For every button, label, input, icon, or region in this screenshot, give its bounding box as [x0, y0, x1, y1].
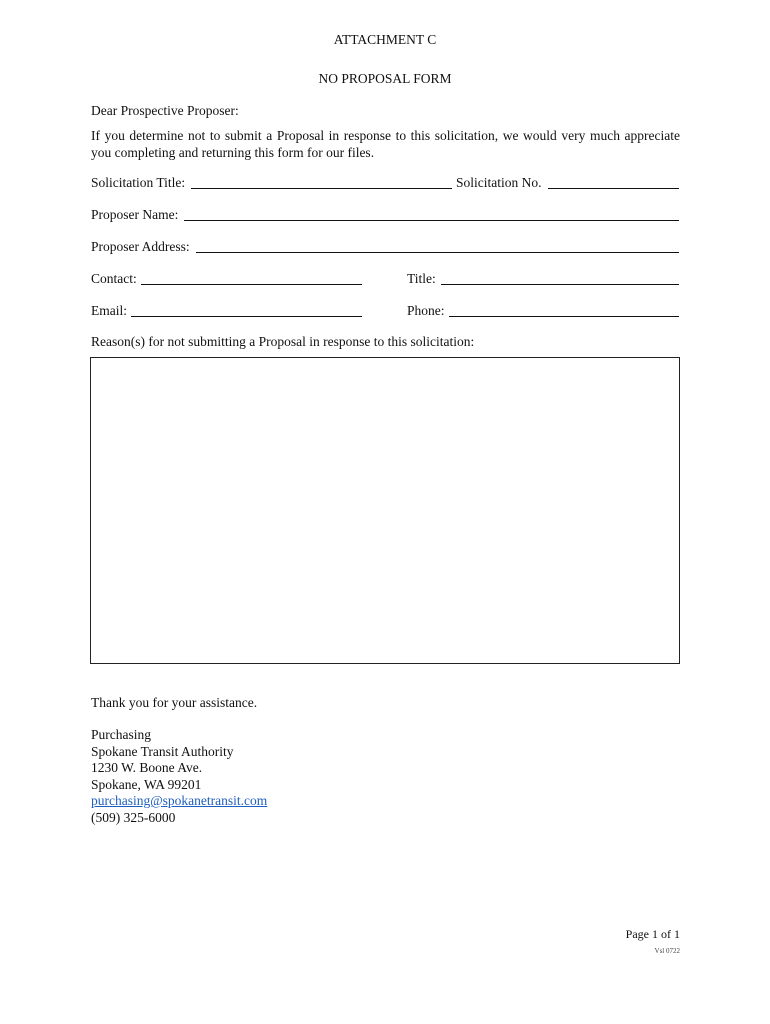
title-label: Title:: [407, 271, 436, 286]
form-title: NO PROPOSAL FORM: [318, 71, 452, 86]
attachment-heading: ATTACHMENT C: [333, 32, 437, 47]
proposer-address-label: Proposer Address:: [91, 239, 190, 254]
phone-field[interactable]: [449, 316, 679, 317]
email-field[interactable]: [131, 316, 362, 317]
title-field[interactable]: [441, 284, 679, 285]
email-label: Email:: [91, 303, 127, 318]
signature-phone: (509) 325-6000: [91, 809, 176, 825]
signature-org: Spokane Transit Authority: [91, 743, 234, 759]
solicitation-no-label: Solicitation No.: [456, 175, 542, 190]
phone-label: Phone:: [407, 303, 445, 318]
solicitation-no-field[interactable]: [548, 188, 679, 189]
reasons-label: Reason(s) for not submitting a Proposal in response to this solicitation:: [91, 334, 475, 349]
signature-street: 1230 W. Boone Ave.: [91, 760, 203, 775]
proposer-name-label: Proposer Name:: [91, 207, 179, 222]
proposer-name-field[interactable]: [184, 220, 679, 221]
solicitation-title-label: Solicitation Title:: [91, 175, 186, 190]
intro-paragraph: If you determine not to submit a Proposal in response to this solicitation, we would very much appreciate you completing and returning this form for our files.: [91, 128, 680, 160]
contact-label: Contact:: [91, 271, 137, 286]
signature-city: Spokane, WA 99201: [91, 776, 202, 792]
signature-dept: Purchasing: [91, 727, 151, 742]
reasons-textarea[interactable]: [90, 357, 680, 664]
page-number: Page 1 of 1: [625, 927, 680, 941]
contact-field[interactable]: [141, 284, 362, 285]
thanks-line: Thank you for your assistance.: [91, 695, 258, 710]
solicitation-title-field[interactable]: [191, 188, 452, 189]
salutation: Dear Prospective Proposer:: [91, 103, 239, 118]
signature-block: [91, 727, 267, 826]
version-code: Vsl 0722: [654, 947, 680, 955]
proposer-address-field[interactable]: [196, 252, 679, 253]
signature-email-link[interactable]: purchasing@spokanetransit.com: [91, 793, 268, 808]
